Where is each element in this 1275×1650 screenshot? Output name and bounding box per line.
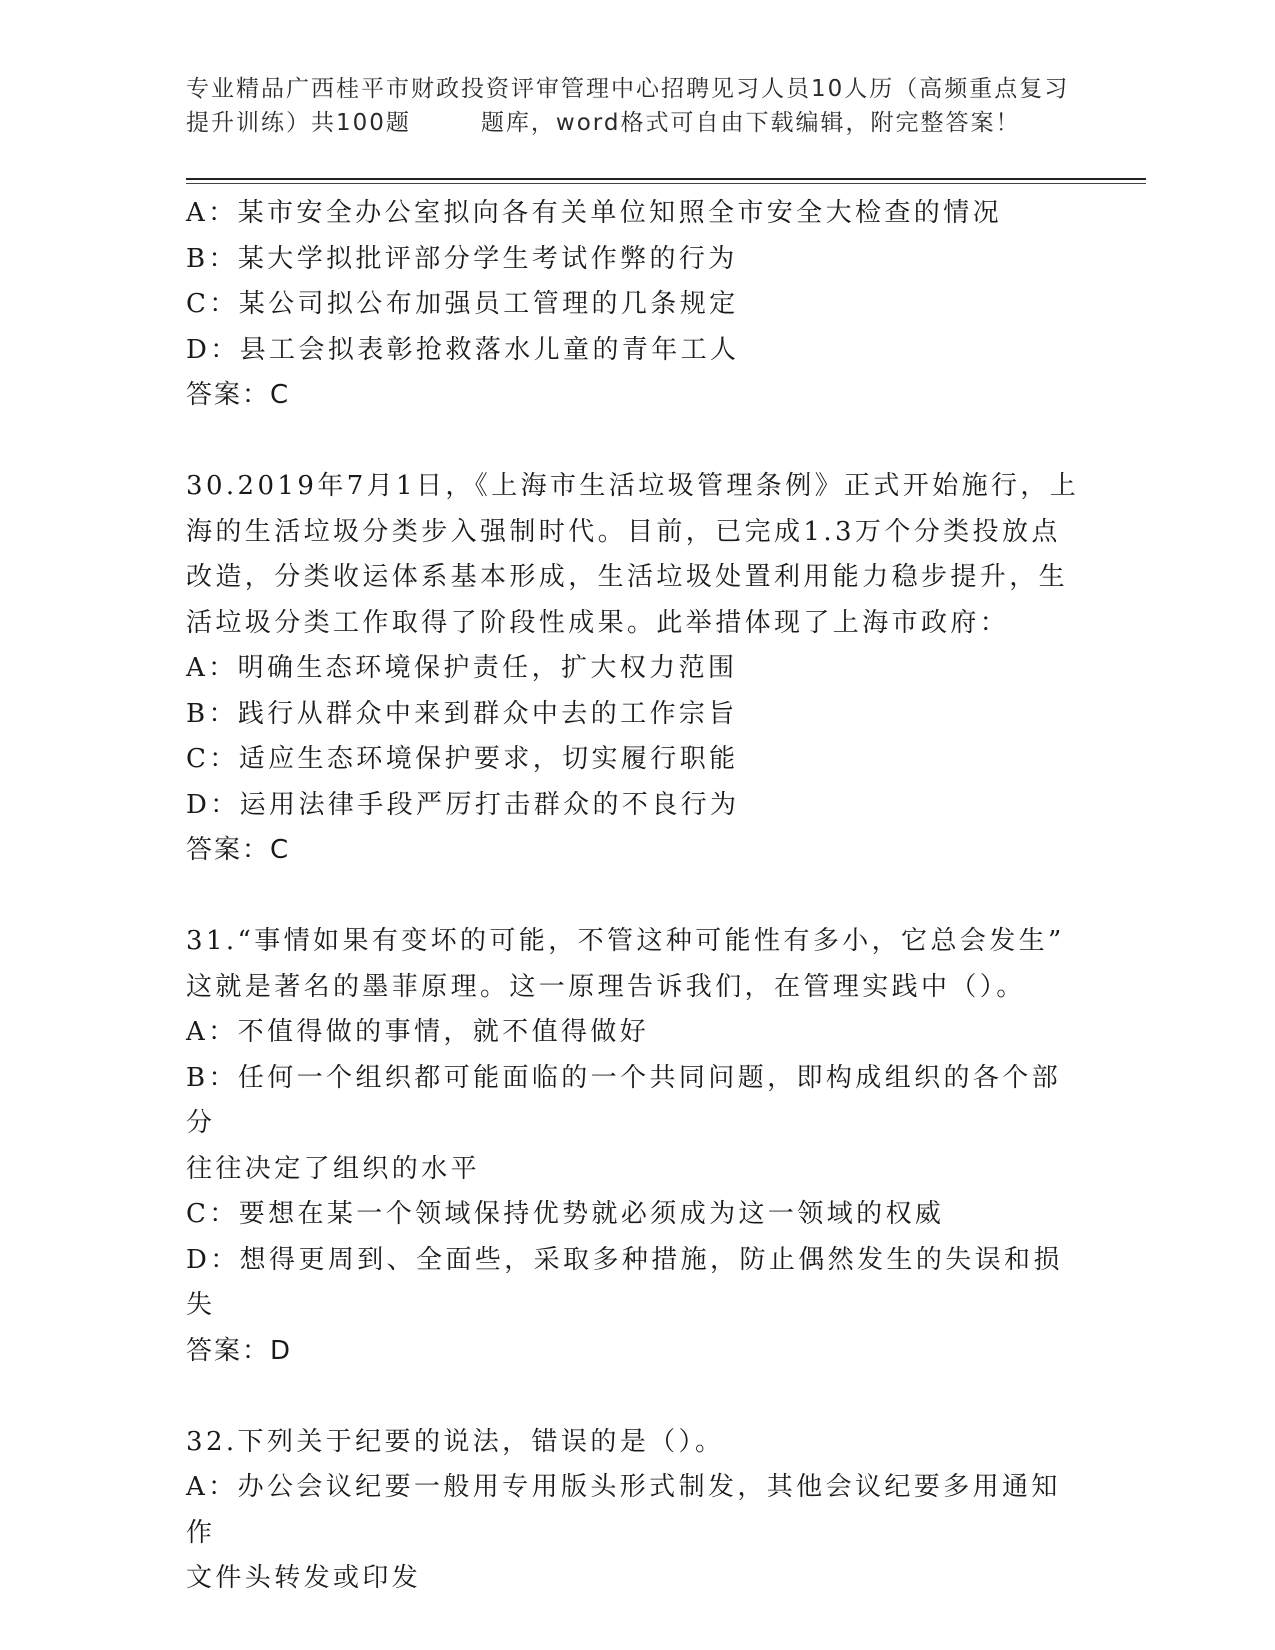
- option-line: B：某大学拟批评部分学生考试作弊的行为: [186, 243, 738, 274]
- header-line-1: 专业精品广西桂平市财政投资评审管理中心招聘见习人员10人历（高频重点复习: [186, 76, 1070, 102]
- stem-line: 这就是著名的墨菲原理。这一原理告诉我们，在管理实践中（）。: [186, 971, 1026, 1002]
- header-divider-thick: [186, 178, 1146, 180]
- option-line: A：某市安全办公室拟向各有关单位知照全市安全大检查的情况: [186, 198, 1002, 228]
- option-line: A：办公会议纪要一般用专用版头形式制发，其他会议纪要多用通知作: [186, 1472, 1061, 1548]
- option-line: A：不值得做的事情，就不值得做好: [186, 1017, 650, 1047]
- stem-line: 改造，分类收运体系基本形成，生活垃圾处置利用能力稳步提升，生: [186, 562, 1069, 592]
- stem-line: 30.2019年7月1日，《上海市生活垃圾管理条例》正式开始施行，上: [186, 471, 1080, 501]
- option-line: D：想得更周到、全面些，采取多种措施，防止偶然发生的失误和损失: [186, 1244, 1063, 1320]
- question-31: [186, 919, 1086, 1374]
- stem-line: 活垃圾分类工作取得了阶段性成果。此举措体现了上海市政府：: [186, 607, 1010, 638]
- header-line-2-part-2: 题库，word格式可自由下载编辑，附完整答案！: [480, 110, 1021, 136]
- option-line: 文件头转发或印发: [186, 1563, 422, 1593]
- stem-line: 32.下列关于纪要的说法，错误的是（）。: [186, 1426, 725, 1457]
- stem-line: 31.“事情如果有变坏的可能，不管这种可能性有多小，它总会发生”: [186, 926, 1065, 956]
- option-line: A：明确生态环境保护责任，扩大权力范围: [186, 653, 738, 683]
- option-line: C：要想在某一个领域保持优势就必须成为这一领域的权威: [186, 1199, 945, 1229]
- header-line-2: [186, 106, 1086, 140]
- option-line: B：践行从群众中来到群众中去的工作宗旨: [186, 698, 738, 729]
- answer-line: 答案：D: [186, 1335, 293, 1366]
- question-29: [186, 191, 1086, 419]
- option-line: C：某公司拟公布加强员工管理的几条规定: [186, 289, 739, 319]
- header-line-2-part-1: 提升训练）共100题: [186, 110, 411, 136]
- answer-line: 答案：C: [186, 380, 291, 410]
- option-line: C：适应生态环境保护要求，切实履行职能: [186, 744, 739, 774]
- option-line: 往往决定了组织的水平: [186, 1153, 481, 1184]
- option-line: D：运用法律手段严厉打击群众的不良行为: [186, 789, 740, 820]
- header-divider-thin: [186, 183, 1146, 184]
- document-header: [186, 72, 1086, 140]
- stem-line: 海的生活垃圾分类步入强制时代。目前，已完成1.3万个分类投放点: [186, 516, 1061, 547]
- option-line: B：任何一个组织都可能面临的一个共同问题，即构成组织的各个部分: [186, 1062, 1062, 1138]
- option-line: D：县工会拟表彰抢救落水儿童的青年工人: [186, 334, 740, 365]
- question-32: [186, 1420, 1086, 1602]
- answer-line: 答案：C: [186, 835, 291, 865]
- question-30: [186, 464, 1086, 874]
- question-content: [186, 191, 1086, 1602]
